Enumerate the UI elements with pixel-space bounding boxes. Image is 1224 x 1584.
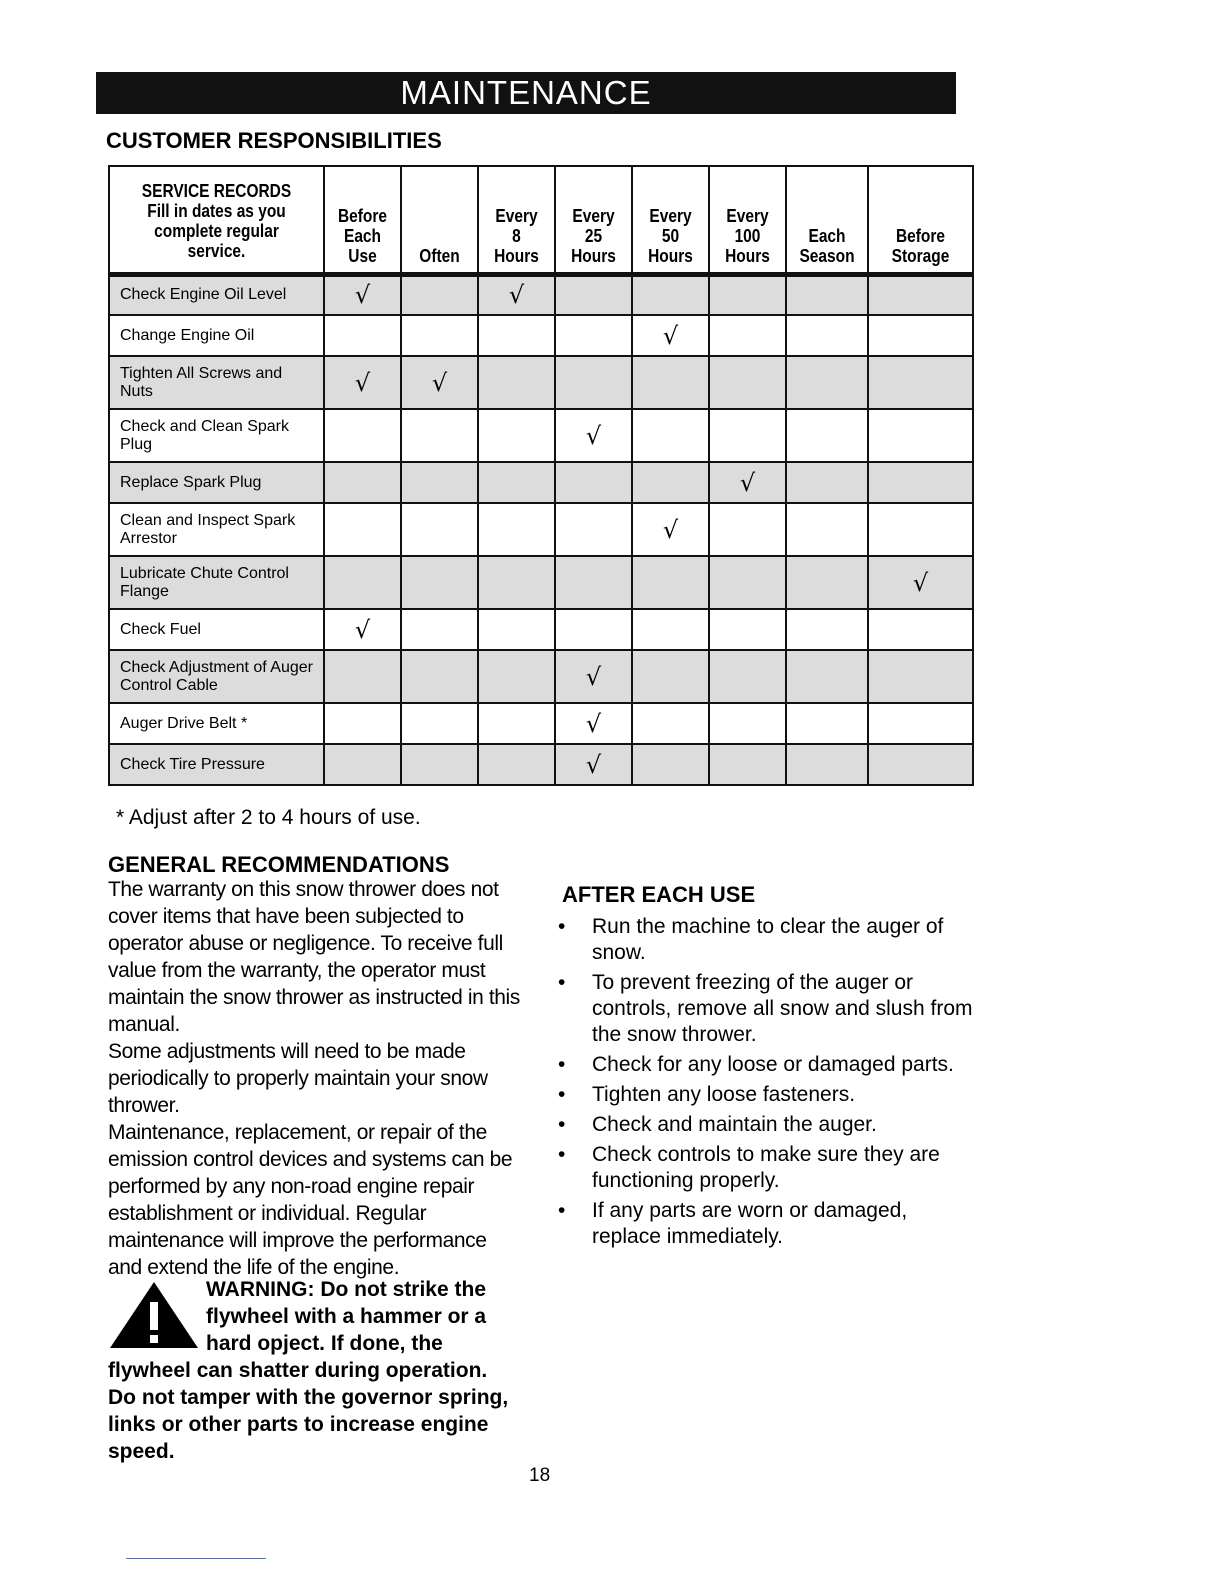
interval-header: Often — [406, 166, 472, 274]
empty-cell — [401, 462, 478, 503]
empty-cell — [786, 703, 868, 744]
empty-cell — [401, 650, 478, 703]
empty-cell — [324, 315, 401, 356]
paragraph: Some adjustments will need to be made periodically to properly maintain your snow thrower. — [108, 1040, 488, 1117]
empty-cell — [401, 503, 478, 556]
list-item-text: Check for any loose or damaged parts. — [592, 1053, 954, 1076]
empty-cell — [401, 703, 478, 744]
check-mark: √ — [868, 556, 973, 609]
empty-cell — [709, 315, 786, 356]
empty-cell — [478, 315, 555, 356]
table-row — [109, 556, 973, 609]
maintenance-schedule-table — [108, 165, 974, 786]
interval-header: Every 8 Hours — [483, 166, 549, 274]
empty-cell — [786, 650, 868, 703]
empty-cell — [786, 462, 868, 503]
check-mark: √ — [324, 609, 401, 650]
list-item — [556, 914, 976, 966]
empty-cell — [401, 609, 478, 650]
after-each-use-heading: AFTER EACH USE — [562, 882, 756, 907]
table-row — [109, 503, 973, 556]
empty-cell — [709, 744, 786, 785]
empty-cell — [709, 650, 786, 703]
check-mark: √ — [324, 356, 401, 409]
empty-cell — [632, 356, 709, 409]
check-mark: √ — [632, 503, 709, 556]
empty-cell — [786, 503, 868, 556]
empty-cell — [868, 503, 973, 556]
check-mark: √ — [478, 274, 555, 315]
page-number: 18 — [529, 1465, 551, 1486]
empty-cell — [709, 274, 786, 315]
empty-cell — [324, 462, 401, 503]
interval-header: Every 25 Hours — [560, 166, 626, 274]
empty-cell — [709, 503, 786, 556]
empty-cell — [709, 356, 786, 409]
paragraph: The warranty on this snow thrower does not cover items that have been subjected to operator abuse or negligence. To receive full value from the warranty, the operator must maintain the snow thrower as instructed in this manual. — [108, 878, 520, 1036]
list-item-text: To prevent freezing of the auger or controls, remove all snow and slush from the snow thrower. — [592, 971, 973, 1046]
list-item-text: Check controls to make sure they are functioning properly. — [592, 1143, 940, 1192]
empty-cell — [868, 703, 973, 744]
empty-cell — [709, 703, 786, 744]
check-mark: √ — [555, 409, 632, 462]
task-label: Replace Spark Plug — [109, 462, 324, 503]
table-row — [109, 703, 973, 744]
task-label: Check Tire Pressure — [109, 744, 324, 785]
empty-cell — [478, 609, 555, 650]
interval-header: Before Storage — [875, 166, 965, 274]
after-each-use-list — [556, 914, 976, 1254]
paragraph: Maintenance, replacement, or repair of the emission control devices and systems can be performed by any non-road engine repair establishment or individual. Regular maintenance will improve the performance and extend the life of the engine. — [108, 1121, 513, 1279]
empty-cell — [401, 409, 478, 462]
empty-cell — [478, 503, 555, 556]
task-label: Auger Drive Belt * — [109, 703, 324, 744]
bullet-icon: • — [558, 971, 566, 994]
empty-cell — [555, 462, 632, 503]
empty-cell — [324, 703, 401, 744]
list-item — [556, 1082, 976, 1108]
table-row — [109, 609, 973, 650]
empty-cell — [868, 650, 973, 703]
maintenance-banner: MAINTENANCE — [96, 72, 956, 114]
empty-cell — [868, 609, 973, 650]
empty-cell — [632, 703, 709, 744]
empty-cell — [709, 556, 786, 609]
table-row — [109, 462, 973, 503]
divider — [126, 1558, 266, 1559]
footnote: * Adjust after 2 to 4 hours of use. — [116, 806, 421, 829]
task-label: Check Engine Oil Level — [109, 274, 324, 315]
empty-cell — [786, 356, 868, 409]
bullet-icon: • — [558, 1143, 566, 1166]
empty-cell — [324, 409, 401, 462]
empty-cell — [868, 409, 973, 462]
table-row — [109, 274, 973, 315]
list-item — [556, 1052, 976, 1078]
customer-responsibilities-heading: CUSTOMER RESPONSIBILITIES — [106, 128, 442, 153]
general-recommendations-text — [108, 876, 520, 1281]
bullet-icon: • — [558, 1053, 566, 1076]
empty-cell — [401, 274, 478, 315]
warning-text: WARNING: Do not strike the flywheel with a hammer or a hard opject. If done, the flywheel can shatter during operation. Do not tamper with the governor spring, links or other parts to increase engine speed. — [108, 1278, 509, 1463]
task-label: Change Engine Oil — [109, 315, 324, 356]
check-mark: √ — [324, 274, 401, 315]
check-mark: √ — [555, 650, 632, 703]
empty-cell — [632, 650, 709, 703]
general-recommendations-heading: GENERAL RECOMMENDATIONS — [108, 852, 450, 877]
empty-cell — [786, 744, 868, 785]
list-item-text: If any parts are worn or damaged, replace immediately. — [592, 1199, 908, 1248]
check-mark: √ — [632, 315, 709, 356]
empty-cell — [324, 744, 401, 785]
empty-cell — [478, 356, 555, 409]
bullet-icon: • — [558, 1113, 566, 1136]
table-row — [109, 744, 973, 785]
empty-cell — [555, 503, 632, 556]
empty-cell — [478, 703, 555, 744]
empty-cell — [632, 556, 709, 609]
task-label: Check Adjustment of Auger Control Cable — [109, 650, 324, 703]
empty-cell — [555, 315, 632, 356]
empty-cell — [709, 409, 786, 462]
empty-cell — [786, 556, 868, 609]
interval-header: Every 100 Hours — [714, 166, 780, 274]
empty-cell — [324, 503, 401, 556]
task-label: Check Fuel — [109, 609, 324, 650]
task-label: Lubricate Chute Control Flange — [109, 556, 324, 609]
list-item — [556, 1142, 976, 1194]
task-label: Check and Clean Spark Plug — [109, 409, 324, 462]
check-mark: √ — [709, 462, 786, 503]
service-records-header: SERVICE RECORDS Fill in dates as you complete regular service. — [124, 166, 309, 274]
empty-cell — [868, 462, 973, 503]
task-label: Tighten All Screws and Nuts — [109, 356, 324, 409]
empty-cell — [324, 650, 401, 703]
empty-cell — [401, 315, 478, 356]
empty-cell — [555, 274, 632, 315]
table-row — [109, 409, 973, 462]
table-row — [109, 315, 973, 356]
table-header-row — [109, 166, 973, 274]
empty-cell — [868, 356, 973, 409]
empty-cell — [868, 744, 973, 785]
warning-block — [108, 1276, 520, 1465]
list-item-text: Tighten any loose fasteners. — [592, 1083, 856, 1106]
list-item — [556, 970, 976, 1048]
bullet-icon: • — [558, 915, 566, 938]
empty-cell — [632, 744, 709, 785]
task-label: Clean and Inspect Spark Arrestor — [109, 503, 324, 556]
list-item — [556, 1198, 976, 1250]
empty-cell — [555, 556, 632, 609]
empty-cell — [632, 462, 709, 503]
empty-cell — [478, 556, 555, 609]
empty-cell — [786, 609, 868, 650]
check-mark: √ — [401, 356, 478, 409]
empty-cell — [478, 744, 555, 785]
empty-cell — [401, 744, 478, 785]
empty-cell — [709, 609, 786, 650]
empty-cell — [868, 274, 973, 315]
empty-cell — [632, 409, 709, 462]
table-row — [109, 650, 973, 703]
empty-cell — [555, 356, 632, 409]
bullet-icon: • — [558, 1199, 566, 1222]
empty-cell — [324, 556, 401, 609]
check-mark: √ — [555, 744, 632, 785]
empty-cell — [868, 315, 973, 356]
empty-cell — [478, 650, 555, 703]
list-item-text: Run the machine to clear the auger of snow. — [592, 915, 944, 964]
warning-icon — [108, 1280, 200, 1350]
check-mark: √ — [555, 703, 632, 744]
list-item-text: Check and maintain the auger. — [592, 1113, 877, 1136]
table-row — [109, 356, 973, 409]
empty-cell — [478, 462, 555, 503]
empty-cell — [555, 609, 632, 650]
empty-cell — [786, 315, 868, 356]
empty-cell — [478, 409, 555, 462]
interval-header: Before Each Use — [329, 166, 395, 274]
empty-cell — [786, 409, 868, 462]
list-item — [556, 1112, 976, 1138]
interval-header: Each Season — [792, 166, 863, 274]
interval-header: Every 50 Hours — [637, 166, 703, 274]
empty-cell — [786, 274, 868, 315]
empty-cell — [632, 609, 709, 650]
empty-cell — [632, 274, 709, 315]
bullet-icon: • — [558, 1083, 566, 1106]
empty-cell — [401, 556, 478, 609]
